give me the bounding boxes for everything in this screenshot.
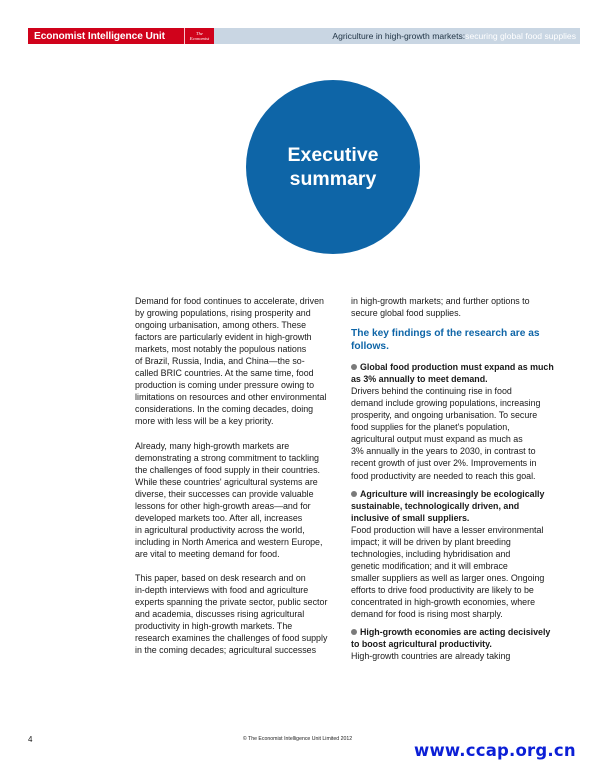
finding-item	[351, 488, 557, 621]
finding-body: High-growth countries are already taking	[351, 651, 511, 662]
bullet-icon	[351, 629, 357, 635]
copyright-notice: © The Economist Intelligence Unit Limited 2012	[242, 736, 353, 742]
finding-body: Drivers behind the continuing rise in food demand include growing populations, increasing prosperity, and ongoing urbanisation. To secure food supplies for the planet's population, agricultural output must expand as much as 3% annually in the years to 2030, in contrast to recent growth of just over 2%. Improvements in food productivity are needed to reach this goal.	[351, 386, 541, 481]
bullet-icon	[351, 491, 357, 497]
section-title: Executive summary	[287, 144, 379, 190]
report-title-main: Agriculture in high-growth markets:	[332, 31, 466, 41]
page-number: 4	[28, 735, 33, 744]
body-paragraph: This paper, based on desk research and on in-depth interviews with food and agriculture experts spanning the private sector, public sector and academia, discusses rising agricultural productivity in high-growth markets. The research examines the challenges of food supply in the coming decades; agricultural successes	[135, 572, 328, 656]
key-findings-heading: The key findings of the research are as follows.	[351, 328, 540, 353]
economist-logo-line1: The	[196, 31, 203, 36]
finding-title-text: Agriculture will increasingly be ecologically sustainable, technologically driven, and inclusive of small suppliers.	[351, 488, 545, 523]
eiu-brand-label: Economist Intelligence Unit	[28, 28, 184, 44]
finding-body: Food production will have a lesser environmental impact; it will be driven by plant breeding technologies, including hybridisation and genetic modification; and it will embrace smaller suppliers as well as larger ones. Ongoing efforts to drive food productivity are likely to be concentrated in high-growth economies, where demand for food is rising most sharply.	[351, 524, 545, 620]
body-paragraph: Demand for food continues to accelerate, driven by growing populations, rising prosperity and ongoing urbanisation, among others. These factors are particularly evident in high-growth markets, most notably the populous nations of Brazil, Russia, India, and China—the so- called BRIC countries. At the same time, food production is coming under pressure owing to limitations on resources and other environmental considerations. In the coming decades, doing more with less will be a key priority.	[135, 296, 327, 427]
bullet-icon	[351, 364, 357, 370]
watermark-url: www.ccap.org.cn	[414, 741, 576, 760]
finding-title	[351, 361, 557, 385]
page-header	[28, 28, 580, 44]
report-title-band	[214, 28, 580, 44]
body-paragraph: Already, many high-growth markets are demonstrating a strong commitment to tackling the challenges of food supply in their countries. While these countries' agricultural systems are diverse, their successes can provide valuable lessons for other high-growth areas—and for developed markets too. After all, increases in agricultural productivity across the world, including in North America and western Europe, are vital to meeting demand for food.	[135, 440, 323, 559]
finding-title-text: Global food production must expand as much as 3% annually to meet demand.	[351, 362, 554, 385]
right-column	[351, 295, 557, 668]
finding-item	[351, 361, 557, 481]
economist-logo	[184, 28, 214, 44]
finding-item	[351, 626, 557, 662]
finding-title	[351, 488, 557, 524]
economist-logo-line2: Economist	[189, 36, 210, 41]
section-circle	[246, 80, 420, 254]
body-paragraph-continued: in high-growth markets; and further options to secure global food supplies.	[351, 296, 530, 319]
left-column	[135, 295, 343, 668]
report-title-sub: securing global food supplies	[465, 31, 576, 41]
finding-title	[351, 626, 557, 650]
finding-title-text: High-growth economies are acting decisively to boost agricultural productivity.	[351, 627, 551, 650]
